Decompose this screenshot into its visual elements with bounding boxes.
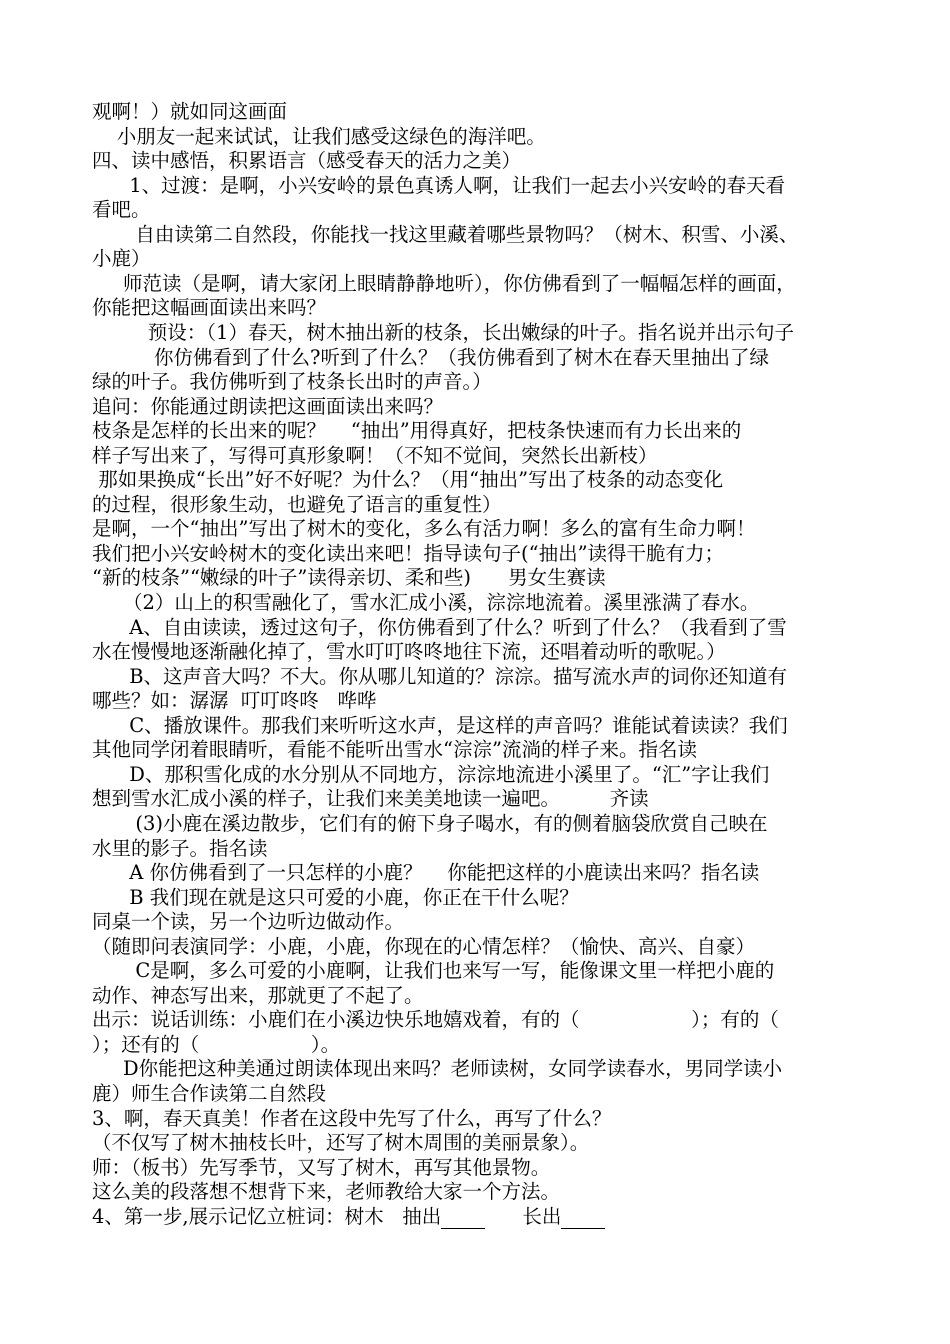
text-line: D你能把这种美通过朗读体现出来吗？老师读树，女同学读春水，男同学读小 xyxy=(92,1057,783,1081)
text-line: ）；还有的（ ）。 xyxy=(92,1032,341,1056)
text-line: C、播放课件。那我们来听听这水声，是这样的声音吗？谁能试着读读？我们 xyxy=(92,713,788,737)
text-line: 鹿）师生合作读第二自然段 xyxy=(92,1082,327,1105)
text-line: 我们把小兴安岭树木的变化读出来吧！指导读句子(“抽出”读得干脆有力； xyxy=(92,541,725,565)
memory-middle: 长出 xyxy=(485,1204,562,1228)
fill-blank xyxy=(441,1210,485,1229)
text-line: 绿的叶子。我仿佛听到了枝条长出时的声音。） xyxy=(92,370,492,394)
text-line: 水在慢慢地逐渐融化掉了，雪水叮叮咚咚地往下流，还唱着动听的歌呢。） xyxy=(92,640,726,664)
text-line: 你仿佛看到了什么?听到了什么？（我仿佛看到了树木在春天里抽出了绿 xyxy=(92,345,769,369)
text-line: 出示：说话训练：小鹿们在小溪边快乐地嬉戏着，有的（ ）；有的（ xyxy=(92,1008,779,1032)
text-line: B 我们现在就是这只可爱的小鹿，你正在干什么呢？ xyxy=(92,885,579,909)
text-line: B、这声音大吗？不大。你从哪儿知道的？淙淙。描写流水声的词你还知道有 xyxy=(92,664,788,688)
text-line: 想到雪水汇成小溪的样子，让我们来美美地读一遍吧。 齐读 xyxy=(92,787,649,811)
text-line: (3)小鹿在溪边散步，它们有的俯下身子喝水，有的侧着脑袋欣赏自己映在 xyxy=(92,811,768,835)
text-line: 1、过渡：是啊，小兴安岭的景色真诱人啊，让我们一起去小兴安岭的春天看 xyxy=(92,173,786,197)
text-line: 的过程，很形象生动，也避免了语言的重复性） xyxy=(92,492,502,516)
text-line: 师范读（是啊，请大家闭上眼睛静静地听），你仿佛看到了一幅幅怎样的画面， xyxy=(92,271,796,295)
text-line: 追问：你能通过朗读把这画面读出来吗？ xyxy=(92,394,444,418)
text-line: A、自由读读，透过这句子，你仿佛看到了什么？听到了什么？（我看到了雪 xyxy=(92,615,787,639)
text-line: 自由读第二自然段，你能找一找这里藏着哪些景物吗？（树木、积雪、小溪、 xyxy=(92,222,799,246)
fill-blank xyxy=(561,1210,605,1229)
text-line: 枝条是怎样的长出来的呢？ “抽出”用得真好，把枝条快速而有力长出来的 xyxy=(92,419,742,443)
text-line: 样子写出来了，写得可真形象啊！（不知不觉间，突然长出新枝） xyxy=(92,443,658,467)
text-line: 那如果换成“长出”好不好呢？为什么？（用“抽出”写出了枝条的动态变化 xyxy=(92,468,724,492)
text-line: 水里的影子。指名读 xyxy=(92,836,268,860)
text-line: （随即问表演同学：小鹿，小鹿，你现在的心情怎样？（愉快、高兴、自豪） xyxy=(92,934,756,958)
text-line: （不仅写了树木抽枝长叶，还写了树木周围的美丽景象）。 xyxy=(92,1131,590,1155)
text-line: 看吧。 xyxy=(92,198,151,222)
text-line: 3、啊，春天真美！作者在这段中先写了什么，再写了什么？ xyxy=(92,1106,612,1130)
memory-prefix: 4、第一步,展示记忆立桩词：树木 抽出 xyxy=(92,1204,442,1228)
text-line: 动作、神态写出来，那就更了不起了。 xyxy=(92,983,424,1007)
text-line: 预设：（1）春天，树木抽出新的枝条，长出嫩绿的叶子。指名说并出示句子 xyxy=(92,320,794,344)
text-line: 哪些？如：潺潺 叮叮咚咚 哗哗 xyxy=(92,689,377,713)
text-line: D、那积雪化成的水分别从不同地方，淙淙地流进小溪里了。“汇”字让我们 xyxy=(92,762,770,786)
text-line: 你能把这幅画面读出来吗？ xyxy=(92,296,327,320)
text-line: 师：（板书）先写季节，又写了树木，再写其他景物。 xyxy=(92,1155,551,1179)
text-line: 这么美的段落想不想背下来，老师教给大家一个方法。 xyxy=(92,1180,561,1204)
text-line: 是啊，一个“抽出”写出了树木的变化，多么有活力啊！多么的富有生命力啊！ xyxy=(92,517,756,541)
text-line: 观啊！）就如同这画面 xyxy=(92,100,288,123)
text-line: C是啊，多么可爱的小鹿啊，让我们也来写一写，能像课文里一样把小鹿的 xyxy=(92,959,775,983)
text-line: A 你仿佛看到了一只怎样的小鹿？ 你能把这样的小鹿读出来吗？指名读 xyxy=(92,861,760,885)
text-line: 小朋友一起来试试，让我们感受这绿色的海洋吧。 xyxy=(92,124,546,148)
text-line: “新的枝条”“嫩绿的叶子”读得亲切、柔和些) 男女生赛读 xyxy=(92,566,606,590)
text-line: （2）山上的积雪融化了，雪水汇成小溪，淙淙地流着。溪里涨满了春水。 xyxy=(92,591,760,614)
text-line: 小鹿） xyxy=(92,247,151,271)
text-line-memory-words xyxy=(92,1205,605,1229)
text-line: 四、读中感悟，积累语言（感受春天的活力之美） xyxy=(92,149,522,173)
text-line: 其他同学闭着眼睛听，看能不能听出雪水“淙淙”流淌的样子来。指名读 xyxy=(92,738,697,762)
text-line: 同桌一个读，另一个边听边做动作。 xyxy=(92,910,405,934)
